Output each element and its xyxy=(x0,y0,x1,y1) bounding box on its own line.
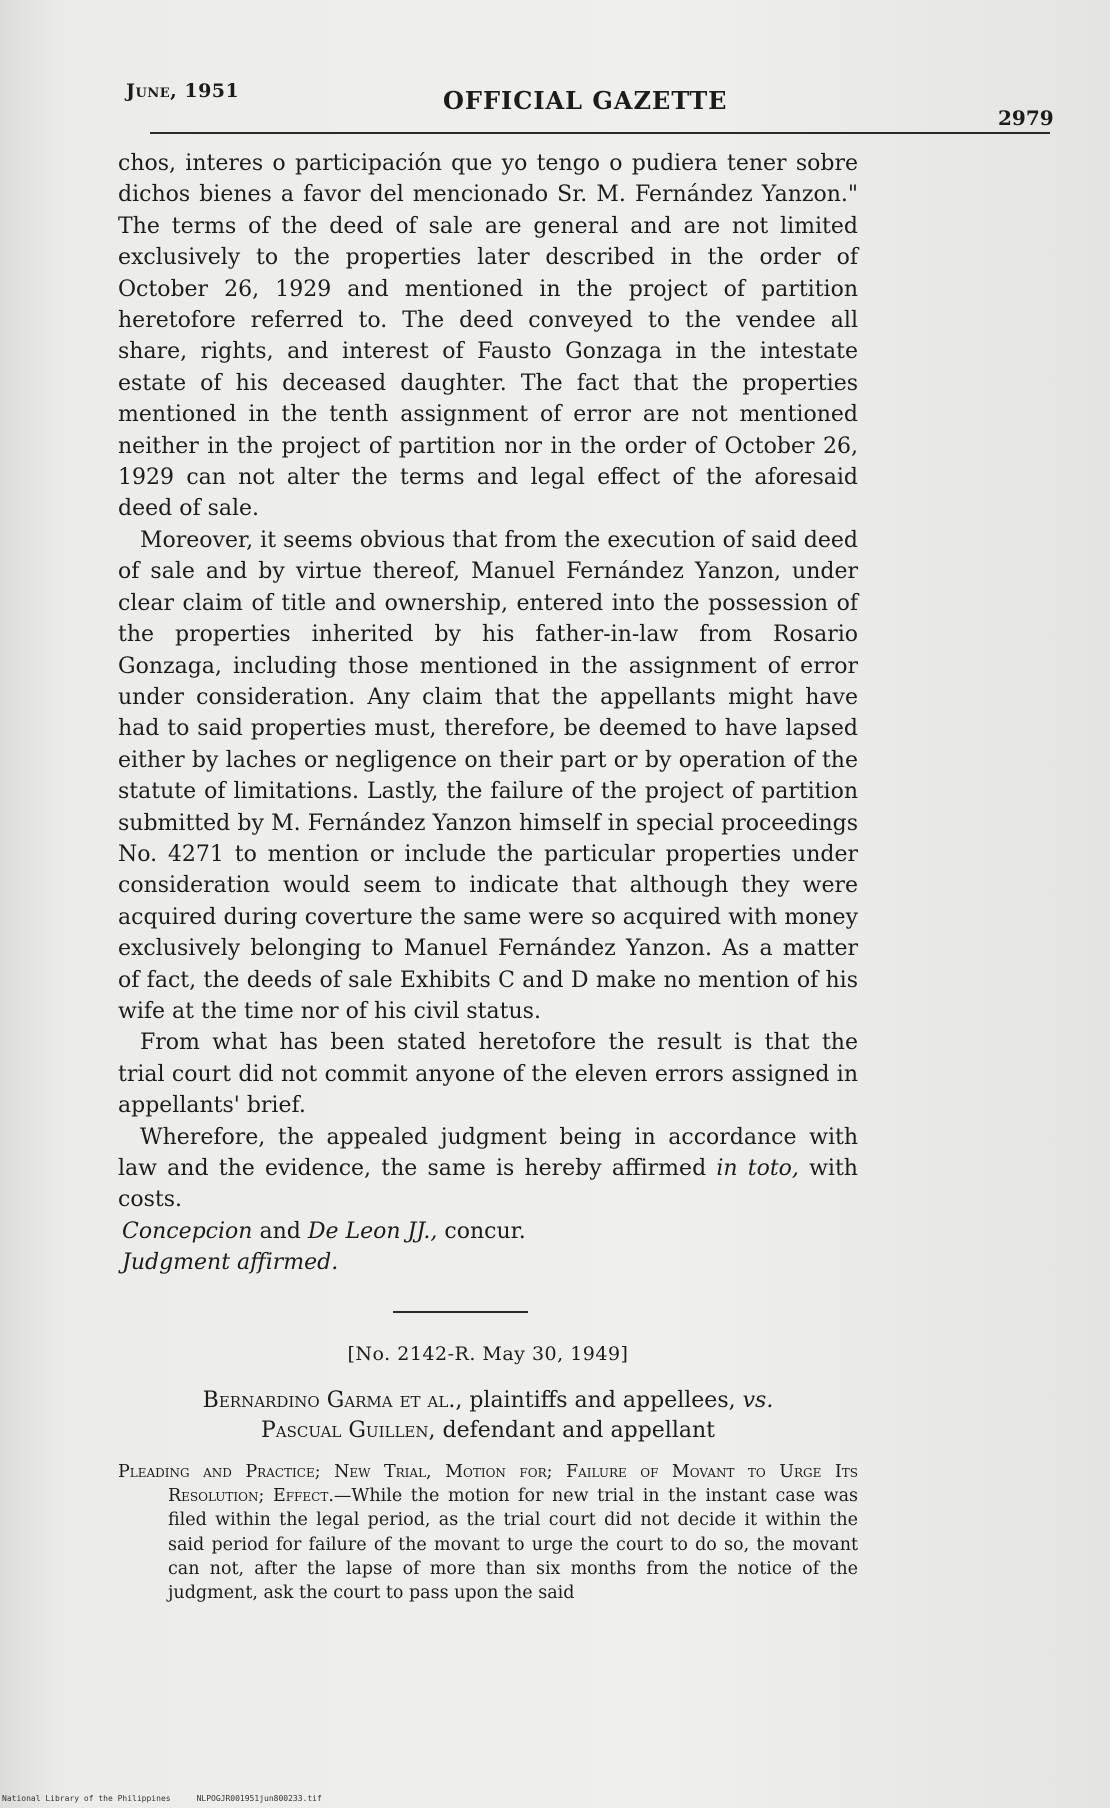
paragraph-moreover: Moreover, it seems obvious that from the execution of said deed of sale and by virtue thereof, Manuel Fernández Yanzon, under clear claim of title and ownership, entered into the possession of the properties inherited by his father-in-law from Rosario Gonzaga, including those mentioned in the assignment of error under consideration. Any claim that the appellants might have had to said properties must, therefore, be deemed to have lapsed either by laches or negligence on their part or by operation of the statute of limitations. Lastly, the failure of the project of partition submitted by M. Fernández Yanzon himself in special proceedings No. 4271 to mention or include the particular properties under consideration would seem to indicate that although they were acquired during coverture the same were so acquired with money exclusively belonging to Manuel Fernández Yanzon. As a matter of fact, the deeds of sale Exhibits C and D make no mention of his wife at the time nor of his civil status. xyxy=(118,527,858,1024)
defendant-name: Pascual Guillen, xyxy=(261,1418,436,1444)
versus-text: vs. xyxy=(742,1388,774,1414)
paragraph-result: From what has been stated heretofore the result is that the trial court did not commit anyone of the eleven errors assigned in appellants' brief. xyxy=(118,1030,858,1119)
paragraph-continued: chos, interes o participación que yo tengo o pudiera tener sobre dichos bienes a favor del mencionado Sr. M. Fernández Yanzon." The terms of the deed of sale are general and are not limited exclusively to the properties later described in the order of October 26, 1929 and mentioned in the project of partition heretofore referred to. The deed conveyed to the vendee all share, rights, and interest of Fausto Gonzaga in the intestate estate of his deceased daughter. The fact that the properties mentioned in the tenth assignment of error are not mentioned neither in the project of partition nor in the order of October 26, 1929 can not alter the terms and legal effect of the aforesaid deed of sale. xyxy=(118,151,858,522)
case-parties: Bernardino Garma et al., plaintiffs and appellees, vs. Pascual Guillen, defendant and appellant xyxy=(202,1388,774,1444)
justice-name-1: Concepcion xyxy=(122,1218,253,1244)
footer-file: NLPOGJR001951jun800233.tif xyxy=(196,1794,322,1803)
justice-name-2: De Leon JJ., xyxy=(307,1218,438,1244)
in-toto-text: in toto, xyxy=(716,1156,799,1181)
case-number: [No. 2142-R. May 30, 1949] xyxy=(347,1342,629,1365)
plaintiff-name: Bernardino Garma et al., xyxy=(202,1388,463,1414)
with-costs-text: with costs. xyxy=(118,1156,858,1213)
paragraph-wherefore xyxy=(118,1122,858,1216)
section-divider xyxy=(393,1311,528,1313)
wherefore-text: Wherefore, the appealed judgment being in accordance with law and the evidence, the same is hereby affirmed xyxy=(118,1124,858,1181)
page-header xyxy=(118,74,1054,130)
scan-footer xyxy=(2,1794,348,1803)
concurrence-line: Concepcion and De Leon JJ., concur. xyxy=(122,1218,526,1244)
footer-source: National Library of the Philippines xyxy=(2,1794,171,1803)
syllabus-heading: Pleading and Practice; New Trial, Motion for; Failure of Movant to Urge Its Resolution; Effect. xyxy=(118,1462,858,1507)
header-title: OFFICIAL GAZETTE xyxy=(443,86,728,115)
header-rule xyxy=(150,132,1050,134)
opinion-body xyxy=(118,148,858,1605)
judgment-line: Judgment affirmed. xyxy=(122,1250,339,1276)
page-number: 2979 xyxy=(998,106,1054,130)
header-date: June, 1951 xyxy=(126,80,240,102)
syllabus xyxy=(118,1460,858,1605)
syllabus-text: —While the motion for new trial in the instant case was filed within the legal period, as the trial court did not decide it within the said period for failure of the movant to urge the court to do so, the movant can not, after the lapse of more than six months from the notice of the judgment, ask the court to pass upon the said xyxy=(168,1486,859,1604)
